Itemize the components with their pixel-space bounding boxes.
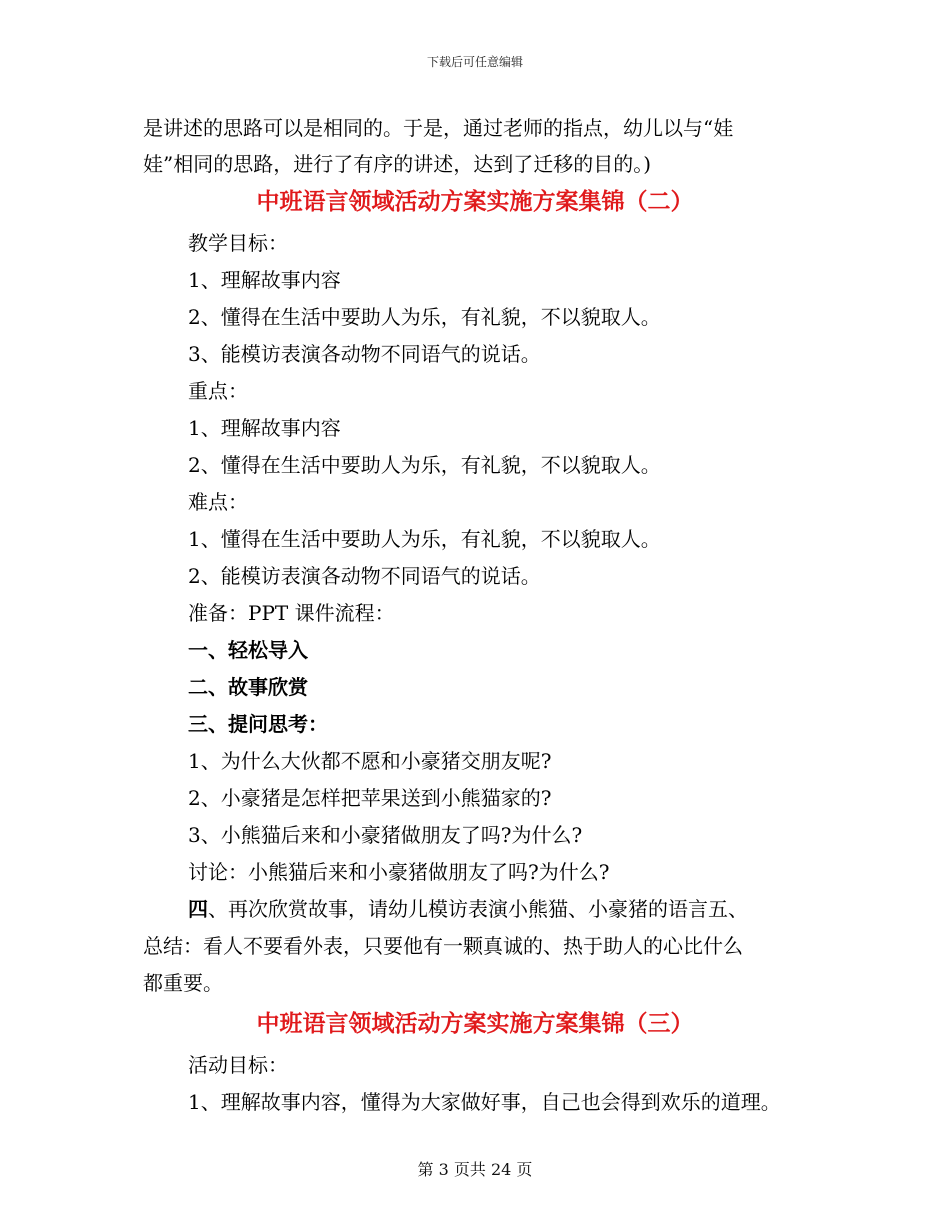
intro-line-1: 是讲述的思路可以是相同的。于是，通过老师的指点，幼儿以与“娃 [143, 116, 734, 140]
goal-item: 1、理解故事内容 [188, 268, 341, 292]
difficult-points-label: 难点： [188, 490, 248, 514]
goal-item: 3、能模访表演各动物不同语气的说话。 [188, 342, 541, 366]
difficult-point-item: 2、能模访表演各动物不同语气的说话。 [188, 564, 541, 588]
question-item: 2、小豪猪是怎样把苹果送到小熊猫家的? [188, 786, 552, 810]
step-four-line [188, 895, 748, 923]
step-four-text: 、再次欣赏故事，请幼儿模访表演小熊猫、小豪猪的语言五、 [208, 897, 748, 921]
key-point-item: 1、理解故事内容 [188, 416, 341, 440]
preparation-line: 准备：PPT 课件流程： [188, 601, 395, 625]
key-point-item: 2、懂得在生活中要助人为乐，有礼貌，不以貌取人。 [188, 453, 661, 477]
intro-line-2: 娃”相同的思路，进行了有序的讲述，达到了迁移的目的。) [143, 152, 652, 176]
summary-line-2: 都重要。 [143, 971, 223, 995]
activity-goal-item: 1、理解故事内容，懂得为大家做好事，自己也会得到欢乐的道理。 [188, 1090, 781, 1114]
page-header: 下载后可任意编辑 [426, 55, 523, 69]
step-four-marker: 四 [188, 897, 208, 921]
process-step: 三、提问思考： [188, 712, 328, 736]
section-2-title: 中班语言领域活动方案实施方案集锦（二） [256, 188, 694, 215]
activity-goals-label: 活动目标： [188, 1053, 288, 1077]
process-step: 二、故事欣赏 [188, 675, 308, 699]
goal-item: 2、懂得在生活中要助人为乐，有礼貌，不以貌取人。 [188, 305, 661, 329]
goals-label: 教学目标： [188, 231, 288, 255]
page-footer: 第 3 页共 24 页 [417, 1160, 533, 1179]
difficult-point-item: 1、懂得在生活中要助人为乐，有礼貌，不以貌取人。 [188, 527, 661, 551]
key-points-label: 重点： [188, 379, 248, 403]
process-step: 一、轻松导入 [188, 638, 308, 662]
question-item: 1、为什么大伙都不愿和小豪猪交朋友呢? [188, 749, 552, 773]
section-3-title: 中班语言领域活动方案实施方案集锦（三） [256, 1010, 694, 1037]
question-item: 3、小熊猫后来和小豪猪做朋友了吗?为什么? [188, 823, 583, 847]
summary-line-1: 总结：看人不要看外表，只要他有一颗真诚的、热于助人的心比什么 [143, 934, 743, 958]
discussion-line: 讨论：小熊猫后来和小豪猪做朋友了吗?为什么? [188, 860, 610, 884]
